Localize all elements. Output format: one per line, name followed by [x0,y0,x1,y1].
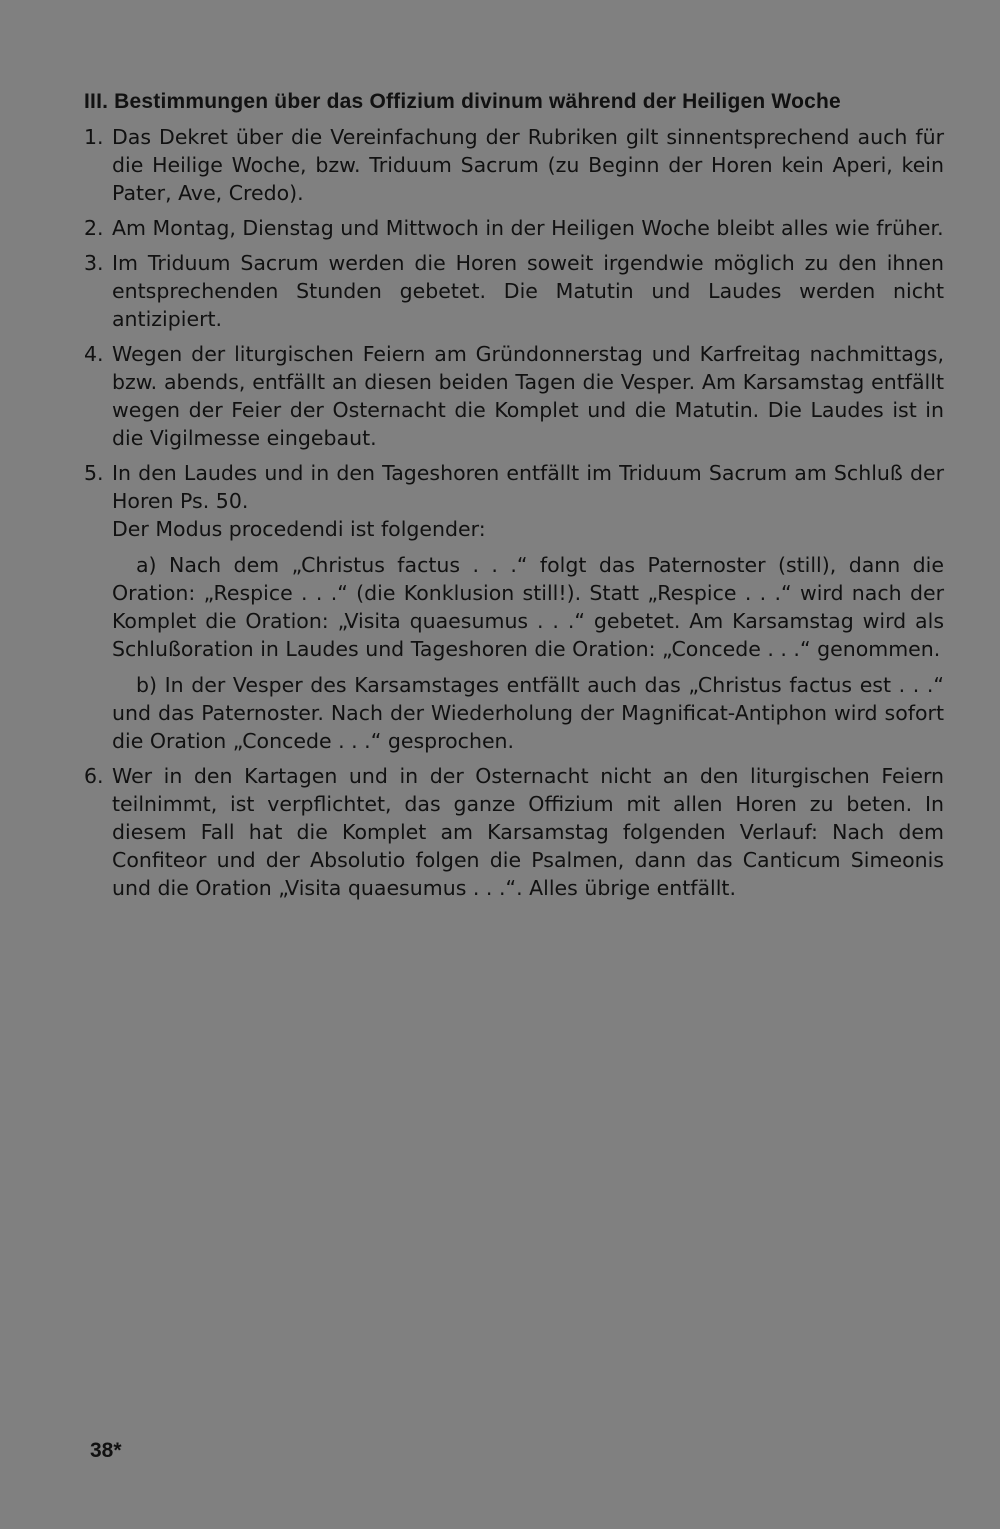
item-text: Wegen der liturgischen Feiern am Gründonnerstag und Karfreitag nachmittags, bzw. abends, entfällt an diesen beiden Tagen die Vesper. Am Karsamstag entfällt wegen der Feier der Osternacht die Komplet und die Matutin. Die Laudes ist in die Vigilmesse eingebaut. [112,342,944,450]
modus-line: Der Modus procedendi ist folgender: [112,517,486,541]
section-heading: III. Bestimmungen über das Offizium divinum während der Heiligen Woche [84,90,841,113]
item-text: Am Montag, Dienstag und Mittwoch in der Heiligen Woche bleibt alles wie früher. [112,216,944,240]
item-number: 5. [84,461,104,485]
list-item [84,459,944,755]
page-number: 38* [90,1439,122,1462]
item-number: 1. [84,125,104,149]
item-text: Im Triduum Sacrum werden die Horen soweit irgendwie möglich zu den ihnen entsprechenden Stunden gebetet. Die Matutin und Laudes werden nicht antizipiert. [112,251,944,331]
item-text: In den Laudes und in den Tageshoren entfällt im Triduum Sacrum am Schluß der Horen Ps. 50. [112,461,944,513]
item-number: 4. [84,342,104,366]
item-text: Das Dekret über die Vereinfachung der Rubriken gilt sinnentsprechend auch für die Heilige Woche, bzw. Triduum Sacrum (zu Beginn der Horen kein Aperi, kein Pater, Ave, Credo). [112,125,944,205]
sub-paragraph-a: a) Nach dem „Christus factus . . .“ folgt das Paternoster (still), dann die Oration: „Respice . . .“ (die Konklusion still!). Statt „Respice . . .“ wird nach der Komplet die Oration: „Visita quaesumus . . .“ gebetet. Am Karsamstag wird als Schlußoration in Laudes und Tageshoren die Oration: „Concede . . .“ genommen. [112,553,944,661]
numbered-list [84,123,944,909]
sub-paragraph-b: b) In der Vesper des Karsamstages entfällt auch das „Christus factus est . . .“ und das Paternoster. Nach der Wiederholung der Magnificat-Antiphon wird sofort die Oration „Concede . . .“ gesprochen. [112,673,944,753]
item-text: Wer in den Kartagen und in der Osternacht nicht an den liturgischen Feiern teilnimmt, ist verpflichtet, das ganze Offizium mit allen Horen zu beten. In diesem Fall hat die Komplet am Karsamstag folgenden Verlauf: Nach dem Confiteor und der Absolutio folgen die Psalmen, dann das Canticum Simeonis und die Oration „Visita quaesumus . . .“. Alles übrige entfällt. [112,764,944,900]
list-item [84,214,944,242]
list-item [84,123,944,207]
item-number: 3. [84,251,104,275]
item-number: 6. [84,764,104,788]
list-item [84,340,944,452]
item-number: 2. [84,216,104,240]
list-item [84,762,944,902]
list-item [84,249,944,333]
